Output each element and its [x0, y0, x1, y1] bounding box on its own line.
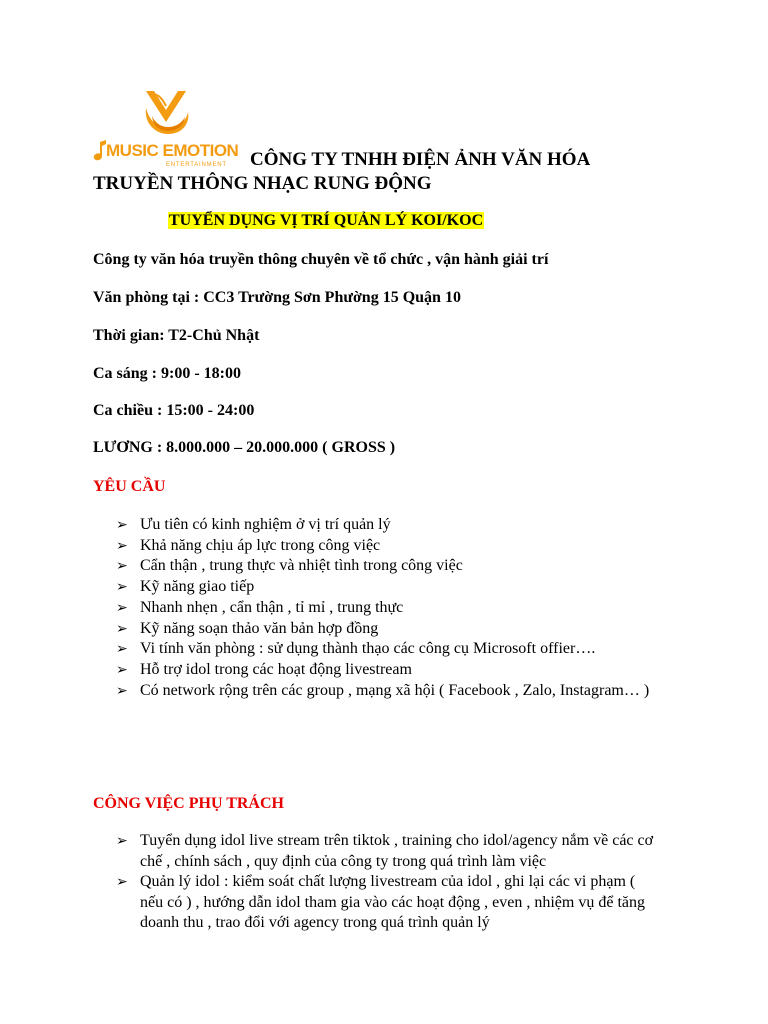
- logo-text: MUSIC EMOTION: [106, 141, 239, 160]
- list-item-text: Cẩn thận , trung thực và nhiệt tình trong công việc: [140, 557, 463, 575]
- logo-v-mark-icon: [146, 91, 189, 134]
- job-title-highlight: TUYỂN DỤNG VỊ TRÍ QUẢN LÝ KOI/KOC: [169, 212, 484, 229]
- arrow-bullet-icon: ➢: [116, 599, 128, 616]
- requirements-list: [116, 515, 676, 701]
- list-item-text: Kỹ năng soạn thảo văn bản hợp đồng: [140, 619, 379, 637]
- arrow-bullet-icon: ➢: [116, 620, 128, 637]
- list-item: [116, 639, 676, 660]
- list-item: [116, 872, 656, 934]
- list-item: [116, 681, 676, 702]
- list-item-text: Khả năng chịu áp lực trong công việc: [140, 536, 381, 554]
- company-name-line2: TRUYỀN THÔNG NHẠC RUNG ĐỘNG: [93, 173, 432, 194]
- list-item: [116, 556, 676, 577]
- list-item: [116, 536, 676, 557]
- work-time: Thời gian: T2-Chủ Nhật: [93, 327, 260, 344]
- job-title: [168, 212, 484, 230]
- arrow-bullet-icon: ➢: [116, 661, 128, 678]
- list-item-text: Có network rộng trên các group , mạng xã hội ( Facebook , Zalo, Instagram… ): [140, 681, 650, 699]
- list-item: [116, 660, 676, 681]
- list-item-text: Nhanh nhẹn , cẩn thận , tỉ mỉ , trung thực: [140, 598, 404, 616]
- list-item: [116, 831, 656, 872]
- arrow-bullet-icon: ➢: [116, 558, 128, 575]
- salary: LƯƠNG : 8.000.000 – 20.000.000 ( GROSS ): [93, 439, 396, 456]
- list-item: [116, 619, 676, 640]
- music-note-icon: [94, 140, 106, 160]
- morning-shift: Ca sáng : 9:00 - 18:00: [93, 365, 241, 382]
- list-item-text: Kỹ năng giao tiếp: [140, 578, 255, 596]
- duties-heading: CÔNG VIỆC PHỤ TRÁCH: [93, 795, 284, 812]
- arrow-bullet-icon: ➢: [116, 579, 128, 596]
- arrow-bullet-icon: ➢: [116, 537, 128, 554]
- requirements-heading: YÊU CẦU: [93, 478, 166, 495]
- list-item-text: Quản lý idol : kiểm soát chất lượng livestream của idol , ghi lại các vi phạm ( nếu có ) , hướng dẫn idol tham gia vào các hoạt động , even , nhiệm vụ để tăng doanh thu , trao đổi với agency trong quá trình quản lý: [140, 873, 645, 931]
- music-emotion-logo: [90, 86, 246, 170]
- list-item-text: Vi tính văn phòng : sử dụng thành thạo các công cụ Microsoft offier….: [140, 640, 596, 658]
- arrow-bullet-icon: ➢: [116, 833, 128, 849]
- company-name-line1: CÔNG TY TNHH ĐIỆN ẢNH VĂN HÓA: [250, 149, 591, 170]
- list-item-text: Hỗ trợ idol trong các hoạt động livestream: [140, 660, 412, 678]
- afternoon-shift: Ca chiều : 15:00 - 24:00: [93, 402, 255, 419]
- list-item-text: Ưu tiên có kinh nghiệm ở vị trí quản lý: [140, 516, 391, 533]
- list-item: [116, 515, 676, 536]
- list-item-text: Tuyển dụng idol live stream trên tiktok , training cho idol/agency nắm về các cơ chế , chính sách , quy định của công ty trong quá trình làm việc: [140, 832, 654, 870]
- arrow-bullet-icon: ➢: [116, 682, 128, 699]
- duties-list: [116, 831, 656, 934]
- arrow-bullet-icon: ➢: [116, 641, 128, 658]
- company-description: Công ty văn hóa truyền thông chuyên về tổ chức , vận hành giải trí: [93, 251, 549, 268]
- arrow-bullet-icon: ➢: [116, 874, 128, 890]
- list-item: [116, 577, 676, 598]
- office-address: Văn phòng tại : CC3 Trường Sơn Phường 15 Quận 10: [93, 289, 461, 306]
- arrow-bullet-icon: ➢: [116, 517, 128, 533]
- logo-subtext: ENTERTAINMENT: [166, 162, 227, 168]
- list-item: [116, 598, 676, 619]
